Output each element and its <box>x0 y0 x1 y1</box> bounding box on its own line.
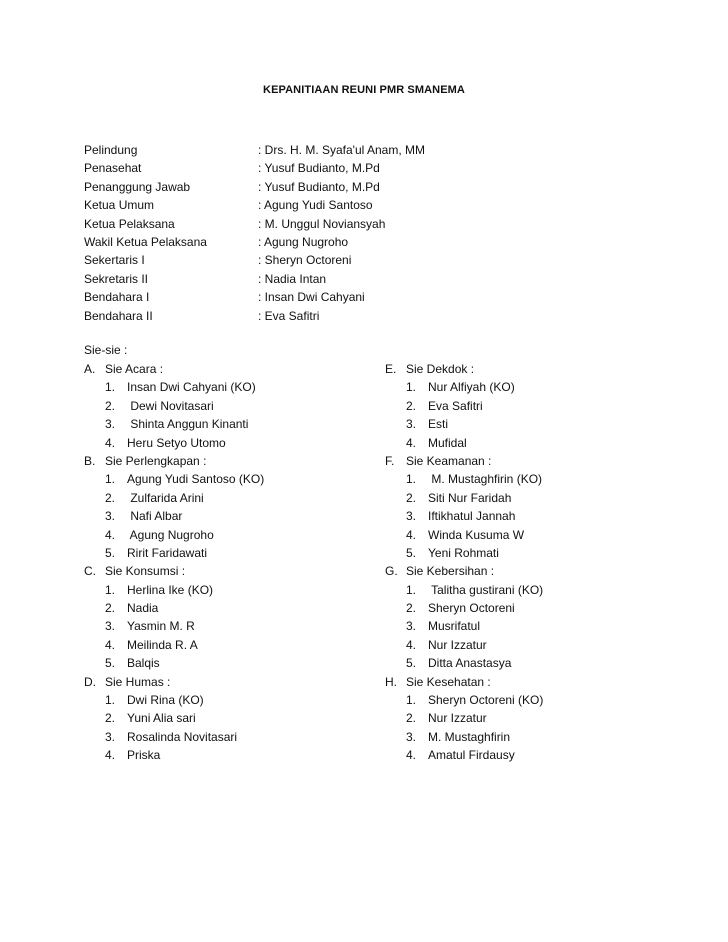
section-heading <box>385 673 543 691</box>
section-heading <box>385 562 543 580</box>
member-number: 1. <box>105 582 116 597</box>
member-item <box>84 636 264 654</box>
member-item <box>84 746 264 764</box>
member-name: Esti <box>428 417 449 432</box>
member-number: 4. <box>105 637 116 652</box>
member-number: 4. <box>406 748 417 763</box>
committee-row <box>84 141 425 159</box>
committee-role: Bendahara II <box>84 308 153 323</box>
section-heading <box>84 360 264 378</box>
member-name: Sheryn Octoreni (KO) <box>428 693 544 708</box>
member-number: 2. <box>406 711 417 726</box>
committee-name: : Agung Nugroho <box>258 234 349 249</box>
section-letter: H. <box>385 674 397 689</box>
member-name: Rosalinda Novitasari <box>127 729 238 744</box>
member-name: Mufidal <box>428 435 467 450</box>
sie-header: Sie-sie : <box>84 343 128 357</box>
member-name: Nur Izzatur <box>428 711 487 726</box>
member-name: Zulfarida Arini <box>127 490 204 505</box>
member-item <box>385 470 543 488</box>
committee-name: : M. Unggul Noviansyah <box>258 216 386 231</box>
section-letter: G. <box>385 564 398 579</box>
committee-role: Penanggung Jawab <box>84 179 191 194</box>
committee-role: Sekertaris I <box>84 253 145 268</box>
member-item <box>385 728 543 746</box>
member-item <box>385 526 543 544</box>
member-number: 4. <box>406 527 417 542</box>
committee-row <box>84 215 425 233</box>
member-name: Talitha gustirani (KO) <box>428 582 544 597</box>
section-heading <box>84 452 264 470</box>
committee-list <box>84 141 425 325</box>
member-number: 3. <box>406 729 417 744</box>
member-number: 3. <box>406 417 417 432</box>
member-item <box>84 599 264 617</box>
member-number: 1. <box>105 472 116 487</box>
member-item <box>385 691 543 709</box>
member-number: 5. <box>105 545 116 560</box>
member-name: Agung Yudi Santoso (KO) <box>127 472 265 487</box>
committee-name: : Insan Dwi Cahyani <box>258 290 365 305</box>
member-item <box>84 728 264 746</box>
member-name: Shinta Anggun Kinanti <box>127 417 249 432</box>
member-name: Herlina Ike (KO) <box>127 582 214 597</box>
member-item <box>385 617 543 635</box>
member-name: Priska <box>127 748 161 763</box>
committee-name: : Sheryn Octoreni <box>258 253 352 268</box>
member-number: 2. <box>406 601 417 616</box>
member-number: 3. <box>105 417 116 432</box>
section-heading <box>84 673 264 691</box>
section-letter: F. <box>385 453 395 468</box>
sections-right-column <box>385 360 543 765</box>
member-number: 2. <box>406 398 417 413</box>
member-number: 3. <box>406 509 417 524</box>
member-number: 2. <box>105 490 116 505</box>
member-item <box>385 709 543 727</box>
committee-role: Wakil Ketua Pelaksana <box>84 234 207 249</box>
committee-role: Ketua Pelaksana <box>84 216 175 231</box>
member-name: Agung Nugroho <box>127 527 214 542</box>
member-name: Nadia <box>127 601 159 616</box>
section-heading <box>84 562 264 580</box>
committee-name: : Yusuf Budianto, M.Pd <box>258 179 380 194</box>
committee-role: Pelindung <box>84 143 138 157</box>
member-item <box>385 654 543 672</box>
member-number: 2. <box>105 601 116 616</box>
committee-role: Bendahara I <box>84 290 150 305</box>
member-name: Siti Nur Faridah <box>428 490 512 505</box>
committee-name: : Drs. H. M. Syafa'ul Anam, MM <box>258 143 425 157</box>
committee-row <box>84 196 425 214</box>
member-number: 1. <box>406 582 417 597</box>
committee-row <box>84 307 425 325</box>
member-number: 4. <box>406 435 417 450</box>
section-letter: A. <box>84 362 96 376</box>
member-item <box>385 397 543 415</box>
member-item <box>84 654 264 672</box>
member-number: 2. <box>105 711 116 726</box>
member-number: 5. <box>105 656 116 671</box>
member-name: Nafi Albar <box>127 509 183 524</box>
member-item <box>84 526 264 544</box>
section-title: Sie Keamanan : <box>406 453 492 468</box>
committee-name: : Nadia Intan <box>258 271 327 286</box>
member-name: Dewi Novitasari <box>127 398 214 413</box>
section-title: Sie Acara : <box>105 362 164 376</box>
committee-name: : Agung Yudi Santoso <box>258 198 373 213</box>
member-number: 4. <box>105 748 116 763</box>
member-name: Nur Alfiyah (KO) <box>428 380 515 395</box>
section-title: Sie Perlengkapan : <box>105 453 207 468</box>
member-item <box>84 691 264 709</box>
member-number: 4. <box>105 435 116 450</box>
member-name: M. Mustaghfirin <box>428 729 511 744</box>
committee-role: Ketua Umum <box>84 198 155 213</box>
member-item <box>84 581 264 599</box>
member-item <box>84 470 264 488</box>
section-heading <box>385 452 543 470</box>
member-item <box>385 544 543 562</box>
section-letter: D. <box>84 674 96 689</box>
member-item <box>385 581 543 599</box>
member-name: Sheryn Octoreni <box>428 601 515 616</box>
member-item <box>385 599 543 617</box>
member-item <box>385 489 543 507</box>
member-name: M. Mustaghfirin (KO) <box>428 472 543 487</box>
member-item <box>84 378 264 396</box>
member-item <box>385 507 543 525</box>
section-title: Sie Humas : <box>105 674 171 689</box>
member-name: Ditta Anastasya <box>428 656 512 671</box>
committee-row <box>84 233 425 251</box>
member-item <box>84 489 264 507</box>
member-item <box>385 378 543 396</box>
member-name: Winda Kusuma W <box>428 527 525 542</box>
member-name: Dwi Rina (KO) <box>127 693 204 708</box>
member-number: 2. <box>406 490 417 505</box>
member-number: 1. <box>406 472 417 487</box>
member-number: 3. <box>105 729 116 744</box>
member-number: 1. <box>105 693 116 708</box>
member-name: Heru Setyo Utomo <box>127 435 226 450</box>
member-number: 3. <box>406 619 417 634</box>
member-name: Iftikhatul Jannah <box>428 509 516 524</box>
member-item <box>84 709 264 727</box>
member-item <box>84 617 264 635</box>
member-number: 3. <box>105 509 116 524</box>
member-name: Balqis <box>127 656 160 671</box>
member-name: Meilinda R. A <box>127 637 198 652</box>
member-name: Yeni Rohmati <box>428 545 499 560</box>
committee-row <box>84 288 425 306</box>
section-title: Sie Kesehatan : <box>406 674 491 689</box>
member-item <box>385 434 543 452</box>
member-name: Nur Izzatur <box>428 637 487 652</box>
section-letter: C. <box>84 564 96 579</box>
member-number: 2. <box>105 398 116 413</box>
member-item <box>84 415 264 433</box>
member-number: 4. <box>406 637 417 652</box>
committee-row <box>84 270 425 288</box>
committee-row <box>84 178 425 196</box>
section-letter: B. <box>84 453 96 468</box>
sections-left-column <box>84 360 264 765</box>
section-title: Sie Dekdok : <box>406 362 475 376</box>
member-name: Eva Safitri <box>428 398 483 413</box>
member-name: Ririt Faridawati <box>127 545 208 560</box>
member-name: Yasmin M. R <box>127 619 195 634</box>
member-name: Insan Dwi Cahyani (KO) <box>127 380 256 395</box>
section-title: Sie Konsumsi : <box>105 564 186 579</box>
member-number: 5. <box>406 656 417 671</box>
member-item <box>84 507 264 525</box>
member-number: 1. <box>406 380 417 395</box>
member-number: 1. <box>406 693 417 708</box>
member-number: 4. <box>105 527 116 542</box>
member-number: 1. <box>105 380 116 395</box>
member-number: 3. <box>105 619 116 634</box>
committee-name: : Yusuf Budianto, M.Pd <box>258 161 380 176</box>
member-name: Amatul Firdausy <box>428 748 515 763</box>
member-item <box>84 397 264 415</box>
committee-role: Penasehat <box>84 161 142 176</box>
member-name: Musrifatul <box>428 619 481 634</box>
member-item <box>84 544 264 562</box>
committee-row <box>84 159 425 177</box>
section-letter: E. <box>385 362 397 376</box>
document-title: KEPANITIAAN REUNI PMR SMANEMA <box>263 84 465 96</box>
committee-name: : Eva Safitri <box>258 308 320 323</box>
committee-row <box>84 251 425 269</box>
member-item <box>385 746 543 764</box>
committee-role: Sekretaris II <box>84 271 149 286</box>
member-name: Yuni Alia sari <box>127 711 196 726</box>
member-item <box>385 636 543 654</box>
member-item <box>385 415 543 433</box>
section-heading <box>385 360 543 378</box>
member-number: 5. <box>406 545 417 560</box>
section-title: Sie Kebersihan : <box>406 564 495 579</box>
member-item <box>84 434 264 452</box>
